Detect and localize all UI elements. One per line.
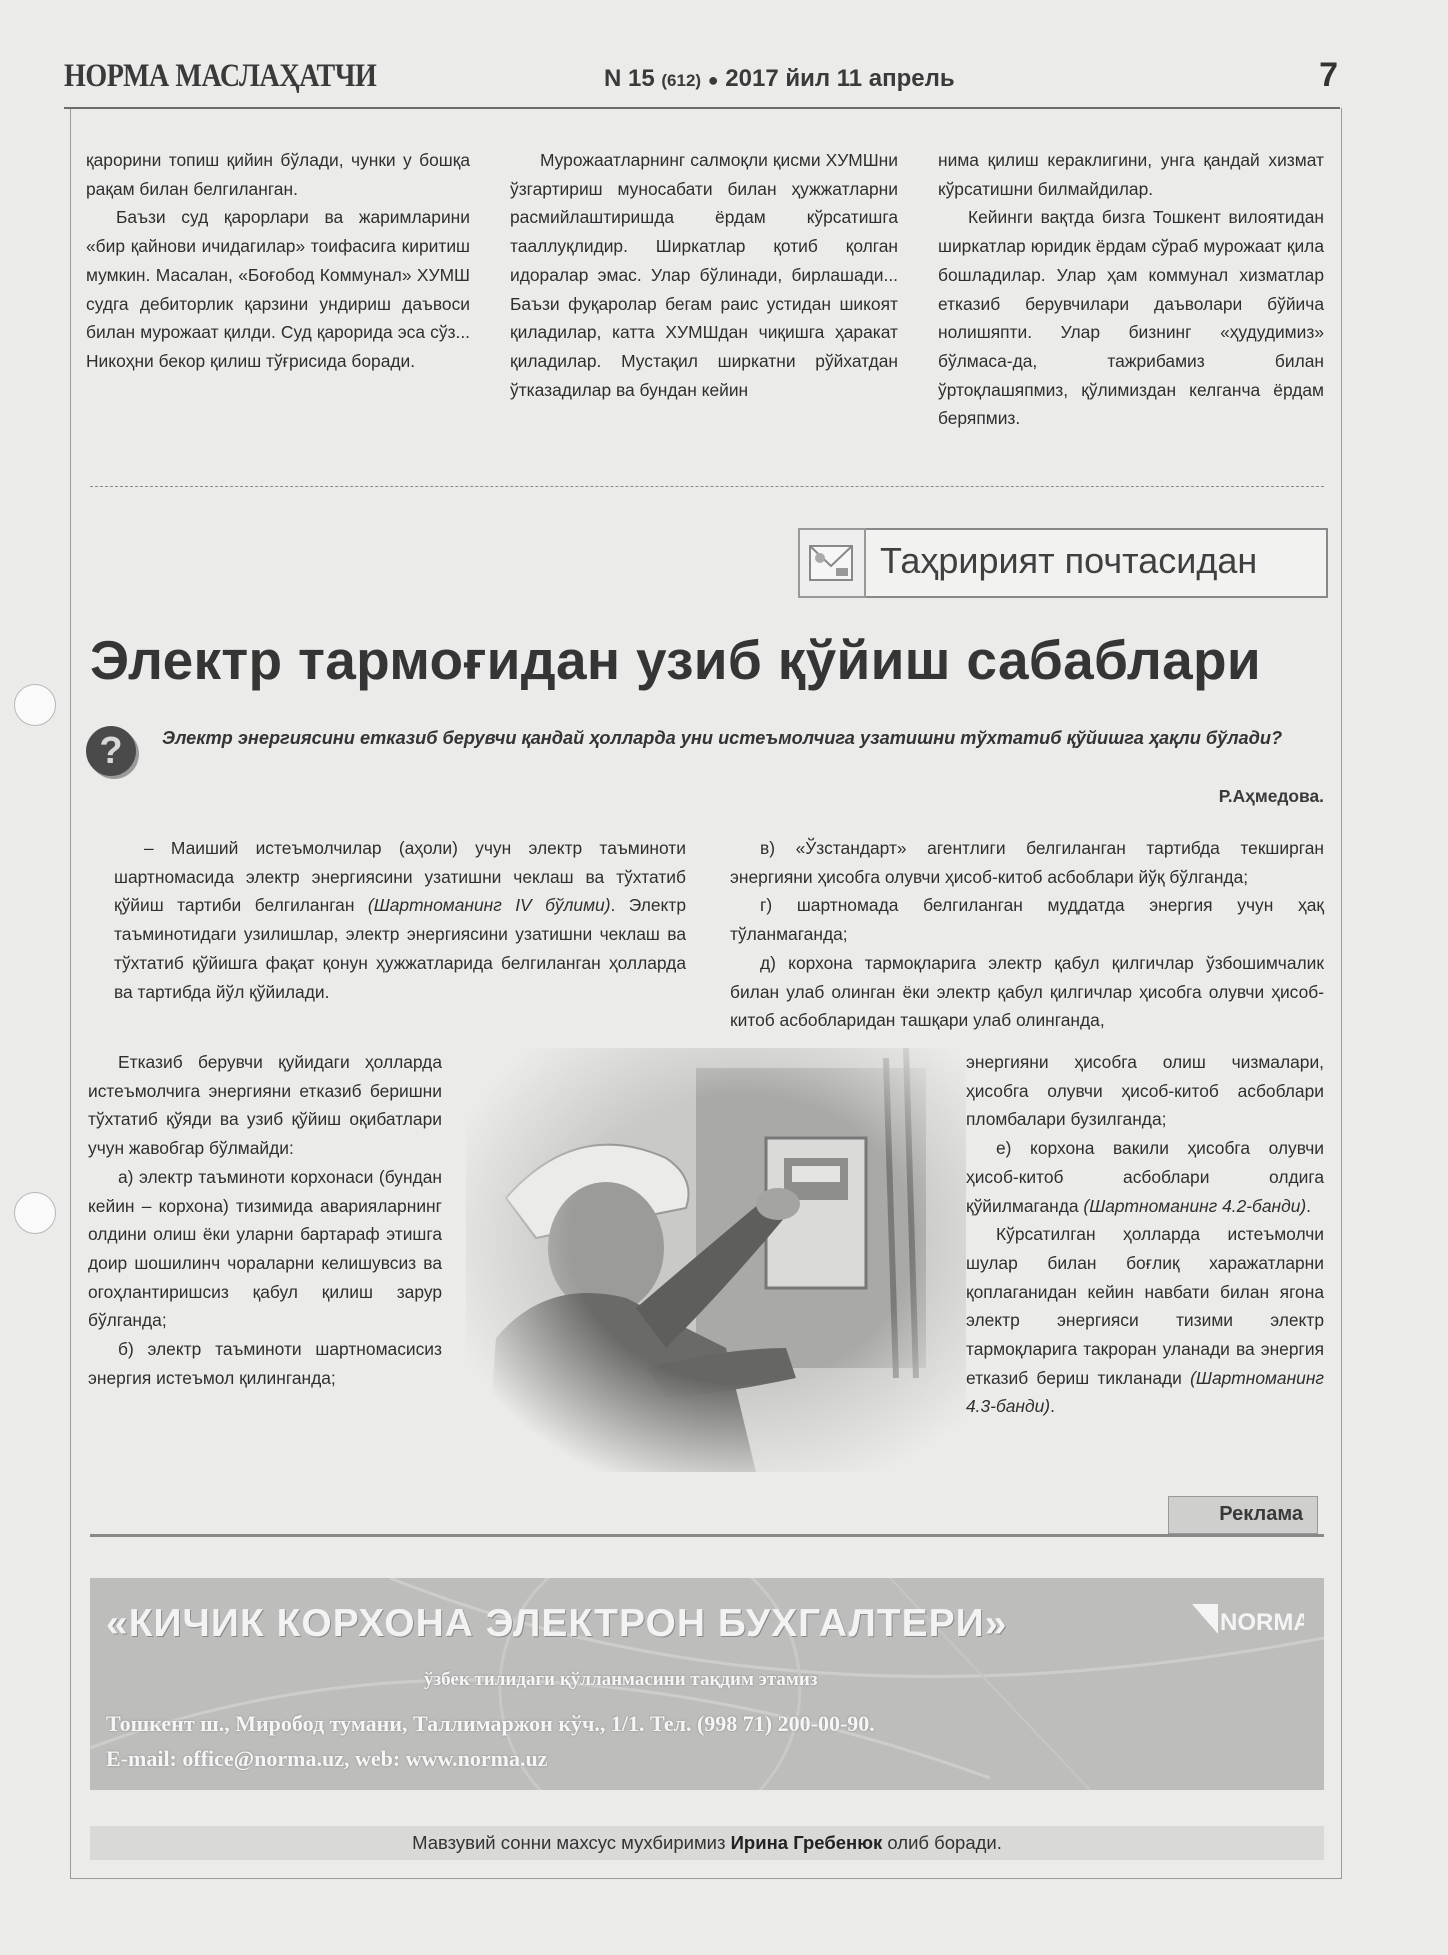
advert-address: Тошкент ш., Миробод тумани, Таллимаржон кўч., 1/1. Тел. (998 71) 200-00-90. [106,1711,875,1736]
advert-contacts: E-mail: office@norma.uz, web: www.norma.uz [106,1746,548,1771]
article-right-narrow [966,1048,1324,1421]
paragraph [114,834,686,1006]
item-e-reference: (Шартноманинг 4.2-банди) [1083,1195,1307,1216]
advert-label [1168,1496,1318,1534]
paragraph: қарорини топиш қийин бўлади, чунки у бошқа рақам билан белгиланган. [86,150,470,199]
article-right-top [730,834,1324,1035]
issue-date: 2017 йил 11 апрель [725,65,955,92]
paragraph: Кейинги вақтда бизга Тошкент вилоятидан ширкатлар юридик ёрдам сўраб мурожаат қила бошладилар. Улар ҳам коммунал хизматлар етказиб берувчилари даъволари бўйича нолишяпти. Улар бизнинг «ҳудудимиз» бўлмаса-да, тажрибамиз билан ўртоқлашяпмиз, қўлимиздан келганча ёрдам беряпмиз. [938,207,1324,429]
advert-rule [90,1534,1324,1537]
paragraph: энергияни ҳисобга олиш чизмалари, ҳисобга олувчи ҳисоб-китоб асбоблари пломбалари бузилганда; [966,1052,1324,1130]
paragraph: Мурожаатларнинг салмоқли қисми ХУМШни ўзгартириш муносабати билан ҳужжатларни расмийлаштиришда ёрдам кўрсатишга тааллуқлидир. Ширкатлар қотиб қолган идоралар эмас. Улар бўлинади, бирлашади... Баъзи фуқаролар бегам раис устидан шикоят қиладилар, катта ХУМШдан чиқишга ҳаракат қиладилар. Мустақил ширкатни рўйхатдан ўтказадилар ва бундан кейин [510,150,898,400]
paragraph: д) корхона тармоқларига электр қабул қилгичлар ўзбошимчалик билан улаб олинган ёки электр қабул қилгичлар ҳисобга олувчи ҳисоб-китоб асбобларидан ташқари улаб олинганда, [730,952,1324,1031]
binder-hole-bottom [14,1192,56,1234]
intro-reference: (Шартноманинг IV бўлими) [367,895,611,916]
binder-hole-top [14,684,56,726]
header-rule [64,107,1340,109]
rubric-title: Таҳририят почтасидан [880,540,1258,581]
paragraph: б) электр таъминоти шартномасисиз энергия истеъмол қилинганда; [88,1339,442,1388]
issue-total: (612) [661,71,702,90]
advert-title: «КИЧИК КОРХОНА ЭЛЕКТРОН БУХГАЛТЕРИ» [106,1602,1008,1645]
envelope-icon [798,528,866,598]
top-column-2 [510,146,898,404]
paragraph: а) электр таъминоти корхонаси (бундан кейин – корхона) тизимида аварияларнинг олдини олиш ёки уларни бартараф этишга доир шошилинч чораларни келишувсиз ва огоҳлантиришсиз қабул қилиш зарур бўлганда; [88,1166,442,1331]
rubric-box [798,528,1328,598]
publication-title: НОРМА МАСЛАҲАТЧИ [64,58,377,94]
electrician-photo [466,1048,966,1472]
paragraph [966,1220,1324,1421]
advert-subtitle: ўзбек тилидаги қўлланмасини тақдим этамиз [424,1669,818,1690]
paragraph [966,1134,1324,1220]
question-author: Р.Аҳмедова. [1218,786,1324,806]
article-left-intro [114,834,686,1006]
paragraph: нима қилиш кераклигини, унга қандай хизмат кўрсатишни билмайдилар. [938,150,1324,199]
item-e-text: е) корхона вакили ҳисобга олувчи ҳисоб-китоб асбоблари олдига қўйилмаганда [966,1138,1324,1216]
question-icon: ? [86,726,136,776]
page-number: 7 [1319,56,1338,94]
paragraph: в) «Ўзстандарт» агентлиги белгиланган тартибда текширган энергияни ҳисобга олувчи ҳисоб-китоб асбоблари йўқ бўлганда; [730,838,1324,887]
reader-question: Электр энергиясини етказиб берувчи қандай ҳолларда уни истеъмолчига узатишни тўхтатиб қўйишга ҳақли бўлади? [162,728,1283,748]
separator-dot: ● [707,70,719,90]
footer-text-a: Мавзувий сонни махсус мухбиримиз [412,1832,731,1853]
paragraph: Етказиб берувчи қуйидаги ҳолларда истеъмолчига энергияни етказиб беришни тўхтатиб қўяди ва узиб қўйиш оқибатлари учун жавобгар бўлмайди: [88,1052,442,1159]
final-reference: (Шартноманинг 4.3-банди) [966,1367,1324,1417]
footer-person: Ирина Гребенюк [730,1832,883,1853]
intro-text-b: . Электр таъминотидаги узилишлар, электр энергиясини узатишни чеклаш ва тўхтатиб қўйишга фақат қонун ҳужжатларида белгиланган ҳолларда ва тартибда йўл қўйилади. [114,895,686,1002]
logo-text: NORMA [1220,1609,1304,1636]
intro-text-a: – Маиший истеъмолчилар (аҳоли) учун электр таъминоти шартномасида электр энергиясини узатишни чеклаш ва тўхтатиб қўйиш тартиби белгиланган [114,838,686,916]
top-column-3 [938,146,1324,433]
advert-label-text: Реклама [1219,1503,1303,1525]
article-left-narrow [88,1048,442,1392]
advert-banner [90,1578,1324,1790]
issue-number: N 15 [604,65,655,92]
item-e-end: . [1306,1195,1311,1216]
final-text: Кўрсатилган ҳолларда истеъмолчи шулар билан боғлиқ харажатларни қоплагани​дан кейин навбати билан ягона электр энергияси тизими электр тармоқларига такроран уланади ва энергия етказиб бериш тикланади [966,1224,1324,1388]
paragraph: Баъзи суд қарорлари ва жаримларини «бир қайнови ичидагилар» тоифасига киритиш мумкин. Масалан, «Боғобод Коммунал» ХУМШ судга дебиторлик қарзини ундириш даъвоси билан мурожаат қилди. Суд қарорида эса сўз... Никоҳни бекор қилиш тўғрисида боради. [86,207,470,371]
paragraph: г) шартномада белгиланган муддатда энергия учун ҳақ тўланмаганда; [730,895,1324,945]
section-divider [90,486,1324,487]
masthead [64,58,1338,108]
top-column-1 [86,146,470,376]
footer-text-b: олиб боради. [882,1832,1002,1853]
norma-logo [1188,1596,1304,1642]
footer-note [90,1826,1324,1860]
issue-info [604,65,955,93]
final-end: . [1050,1396,1055,1417]
article-headline: Электр тармоғидан узиб қўйиш сабаблари [90,629,1262,691]
